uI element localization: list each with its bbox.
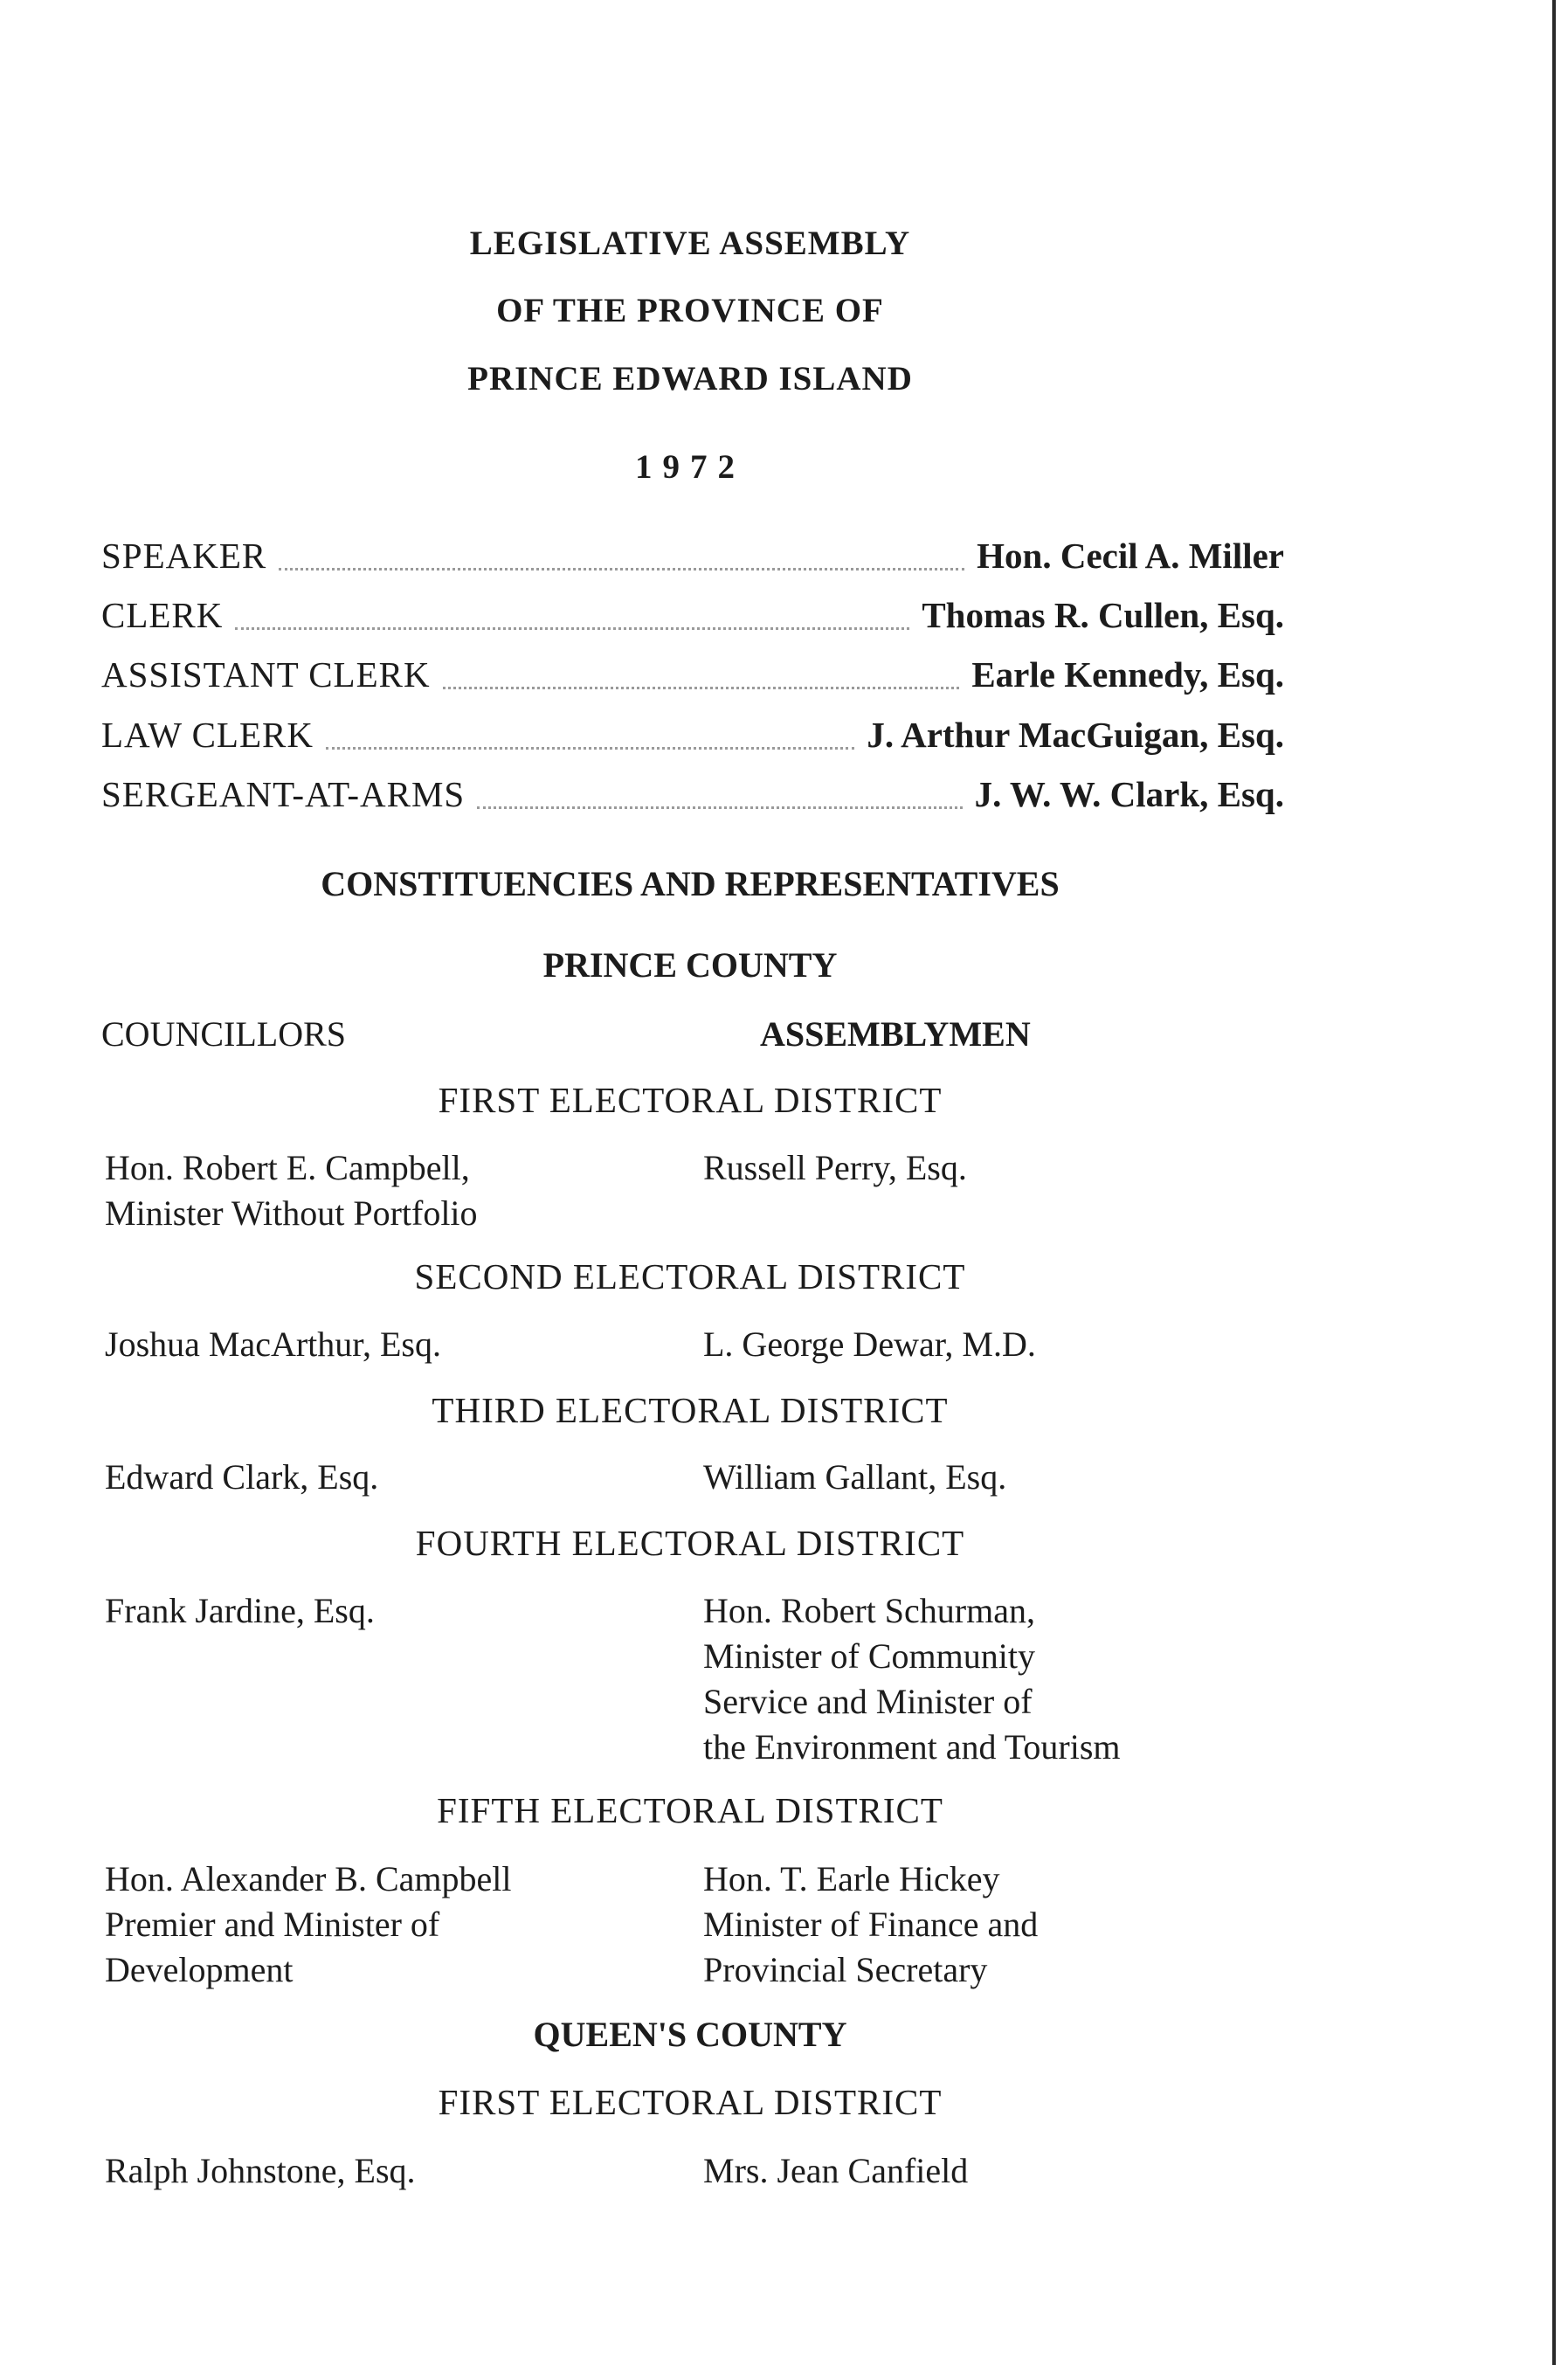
councillor-line: Minister Without Portfolio: [105, 1193, 478, 1233]
queens-county-heading: QUEEN'S COUNTY: [533, 2015, 847, 2054]
councillors-column-heading: COUNCILLORS: [101, 1014, 347, 1054]
assemblyman-line: Russell Perry, Esq.: [703, 1148, 967, 1187]
assembly-year: 1972: [635, 448, 745, 486]
officer-name: Earle Kennedy, Esq.: [971, 654, 1284, 695]
assemblyman-line: the Environment and Tourism: [703, 1727, 1121, 1767]
assemblyman-entry: [703, 1322, 1036, 1367]
councillor-entry: [105, 1455, 378, 1500]
district-heading: FIFTH ELECTORAL DISTRICT: [437, 1790, 943, 1830]
councillor-line: Edward Clark, Esq.: [105, 1457, 379, 1497]
officer-role: ASSISTANT CLERK: [101, 654, 431, 695]
district-heading: SECOND ELECTORAL DISTRICT: [414, 1256, 966, 1297]
councillor-line: Joshua MacArthur, Esq.: [105, 1324, 441, 1364]
dot-leader: [326, 747, 854, 750]
dot-leader: [477, 806, 962, 809]
officer-name: Thomas R. Cullen, Esq.: [922, 595, 1284, 635]
assemblyman-line: Minister of Finance and: [703, 1905, 1039, 1944]
officer-row-speaker: [101, 535, 1284, 582]
prince-county-heading: PRINCE COUNTY: [542, 945, 838, 985]
dot-leader: [443, 687, 960, 689]
assemblyman-line: Provincial Secretary: [703, 1950, 988, 1989]
officer-row-law-clerk: [101, 714, 1284, 761]
assemblyman-entry: [703, 1455, 1006, 1500]
assemblyman-line: Hon. Robert Schurman,: [703, 1591, 1035, 1630]
councillor-line: Ralph Johnstone, Esq.: [105, 2151, 416, 2190]
assemblyman-entry: [703, 1857, 1038, 1993]
district-heading: FIRST ELECTORAL DISTRICT: [438, 2082, 943, 2122]
district-heading: FOURTH ELECTORAL DISTRICT: [415, 1523, 965, 1563]
councillor-entry: [105, 1588, 375, 1634]
officer-name: J. Arthur MacGuigan, Esq.: [867, 715, 1284, 755]
assembly-title-line3: PRINCE EDWARD ISLAND: [467, 360, 913, 398]
page-edge-line: [1552, 0, 1556, 2365]
officer-role: CLERK: [101, 595, 224, 635]
district-heading: THIRD ELECTORAL DISTRICT: [432, 1390, 949, 1430]
assemblyman-entry: [703, 1145, 967, 1191]
assembly-title-line1: LEGISLATIVE ASSEMBLY: [469, 225, 911, 262]
councillor-entry: [105, 1145, 478, 1236]
dot-leader: [279, 568, 964, 571]
councillor-line: Development: [105, 1950, 294, 1989]
officer-name: J. W. W. Clark, Esq.: [974, 774, 1284, 814]
assemblymen-column-heading: ASSEMBLYMEN: [760, 1014, 1031, 1054]
officer-role: SERGEANT-AT-ARMS: [101, 774, 466, 814]
dot-leader: [235, 627, 909, 630]
assemblyman-line: Service and Minister of: [703, 1682, 1033, 1721]
councillor-entry: [105, 1322, 441, 1367]
officer-row-clerk: [101, 594, 1284, 641]
assemblyman-entry: [703, 2148, 968, 2194]
councillor-line: Frank Jardine, Esq.: [105, 1591, 375, 1630]
assemblyman-entry: [703, 1588, 1121, 1770]
assembly-title-line2: OF THE PROVINCE OF: [496, 292, 884, 329]
assemblyman-line: Mrs. Jean Canfield: [703, 2151, 969, 2190]
officer-name: Hon. Cecil A. Miller: [977, 536, 1284, 576]
district-heading: FIRST ELECTORAL DISTRICT: [438, 1080, 943, 1120]
councillor-entry: [105, 1857, 511, 1993]
councillor-line: Hon. Robert E. Campbell,: [105, 1148, 470, 1187]
officer-role: LAW CLERK: [101, 715, 314, 755]
officer-row-sergeant-at-arms: [101, 773, 1284, 820]
councillor-line: Premier and Minister of: [105, 1905, 440, 1944]
councillor-line: Hon. Alexander B. Campbell: [105, 1859, 512, 1898]
assemblyman-line: L. George Dewar, M.D.: [703, 1324, 1036, 1364]
officer-row-assistant-clerk: [101, 653, 1284, 701]
assemblyman-line: Minister of Community: [703, 1636, 1035, 1676]
constituencies-heading: CONSTITUENCIES AND REPRESENTATIVES: [321, 864, 1060, 903]
assemblyman-line: Hon. T. Earle Hickey: [703, 1859, 1000, 1898]
officer-role: SPEAKER: [101, 536, 267, 576]
assemblyman-line: William Gallant, Esq.: [703, 1457, 1007, 1497]
councillor-entry: [105, 2148, 416, 2194]
